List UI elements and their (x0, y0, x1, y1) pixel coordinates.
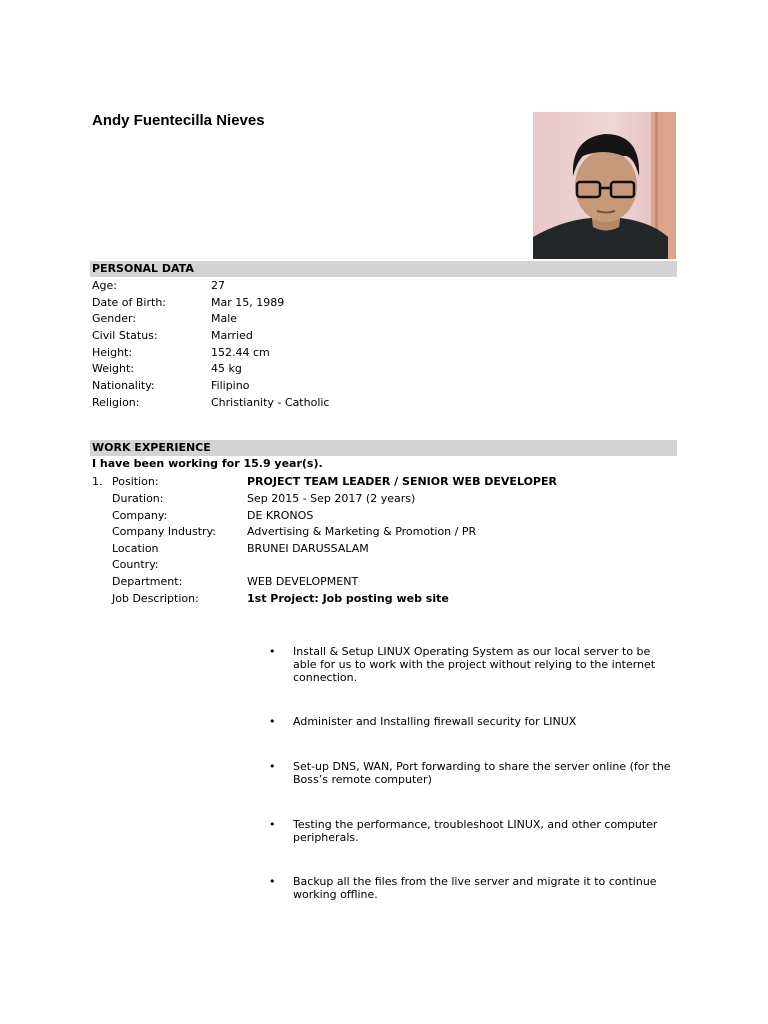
job-bullet: Testing the performance, troubleshoot LINUX, and other computer peripherals. (293, 818, 658, 844)
duration-label: Duration: (112, 492, 164, 505)
height-value: 152.44 cm (211, 346, 270, 359)
department-label: Department: (112, 575, 183, 588)
civil-status-label: Civil Status: (92, 329, 158, 342)
position-label: Position: (112, 475, 159, 488)
company-label: Company: (112, 509, 168, 522)
bullet-marker: • (269, 818, 276, 831)
location-value: BRUNEI DARUSSALAM (247, 542, 369, 555)
civil-status-value: Married (211, 329, 253, 342)
religion-value: Christianity - Catholic (211, 396, 330, 409)
age-label: Age: (92, 279, 117, 292)
department-value: WEB DEVELOPMENT (247, 575, 359, 588)
dob-label: Date of Birth: (92, 296, 167, 309)
bullet-marker: • (269, 875, 276, 888)
job-bullet: Backup all the files from the live server and migrate it to continue working offline. (293, 875, 657, 901)
job-bullet: Install & Setup LINUX Operating System as our local server to be able for us to work with the project without relying to the internet connection. (293, 645, 656, 684)
job-bullet: Administer and Installing firewall security for LINUX (293, 715, 577, 728)
work-experience-header: WORK EXPERIENCE (90, 440, 677, 456)
job-number: 1. (92, 475, 103, 488)
country-label: Country: (112, 558, 159, 571)
position-value: PROJECT TEAM LEADER / SENIOR WEB DEVELOPER (247, 475, 557, 488)
location-label: Location (112, 542, 159, 555)
industry-label: Company Industry: (112, 525, 216, 538)
profile-photo-portrait (533, 112, 676, 259)
gender-label: Gender: (92, 312, 137, 325)
bullet-marker: • (269, 715, 276, 728)
bullet-marker: • (269, 645, 276, 658)
profile-photo (533, 112, 676, 259)
weight-label: Weight: (92, 362, 135, 375)
job-bullet: Set-up DNS, WAN, Port forwarding to share the server online (for the Boss’s remote computer) (293, 760, 671, 786)
job-description-label: Job Description: (112, 592, 199, 605)
height-label: Height: (92, 346, 133, 359)
nationality-label: Nationality: (92, 379, 155, 392)
industry-value: Advertising & Marketing & Promotion / PR (247, 525, 477, 538)
company-value: DE KRONOS (247, 509, 314, 522)
weight-value: 45 kg (211, 362, 242, 375)
personal-data-header: PERSONAL DATA (90, 261, 677, 277)
job-description-value: 1st Project: Job posting web site (247, 592, 449, 605)
age-value: 27 (211, 279, 225, 292)
nationality-value: Filipino (211, 379, 250, 392)
duration-value: Sep 2015 - Sep 2017 (2 years) (247, 492, 416, 505)
candidate-name: Andy Fuentecilla Nieves (92, 112, 265, 129)
dob-value: Mar 15, 1989 (211, 296, 285, 309)
work-years-summary: I have been working for 15.9 year(s). (92, 457, 323, 470)
religion-label: Religion: (92, 396, 140, 409)
gender-value: Male (211, 312, 238, 325)
bullet-marker: • (269, 760, 276, 773)
